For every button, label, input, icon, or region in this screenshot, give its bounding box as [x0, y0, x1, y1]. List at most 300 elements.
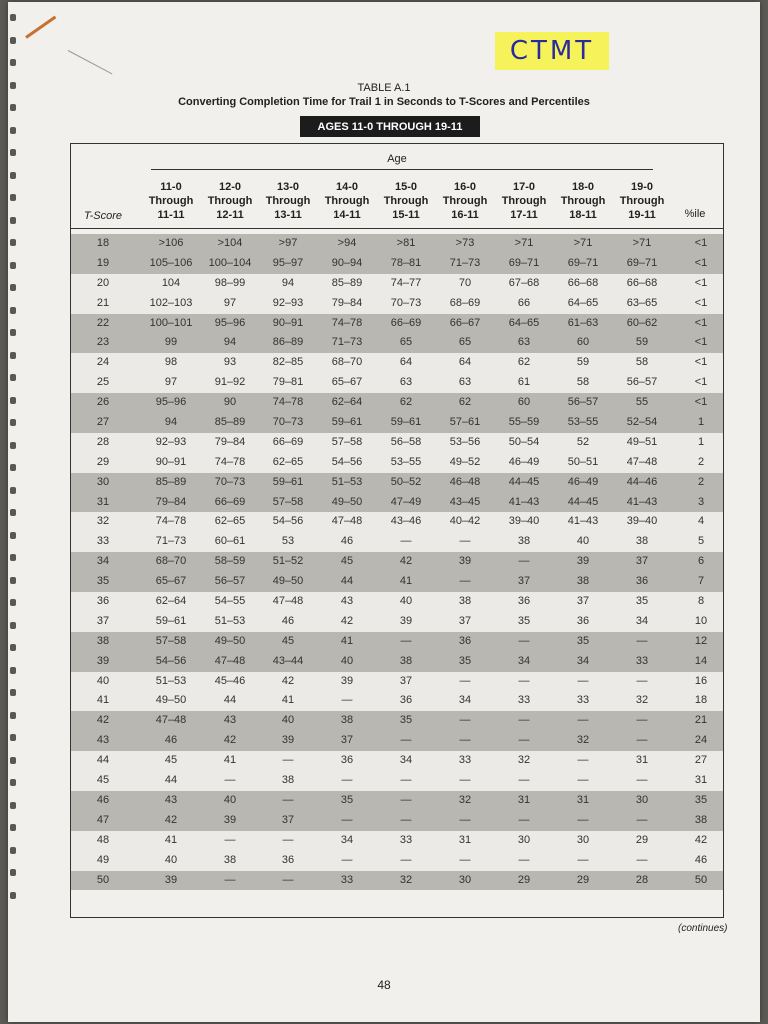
time-cell: 41: [164, 833, 178, 846]
time-cell: 46–49: [567, 475, 599, 488]
tscore-cell: 32: [96, 515, 110, 528]
time-cell: 44: [340, 575, 354, 588]
age-column-header-line: 19-11: [628, 209, 656, 221]
time-cell: 39: [281, 734, 295, 747]
time-cell: 90–91: [272, 316, 304, 329]
time-cell: >71: [632, 237, 652, 249]
time-cell: 42: [223, 734, 237, 747]
time-cell: 36: [340, 754, 354, 767]
time-cell: 36: [458, 634, 472, 647]
percentile-cell: 42: [694, 833, 708, 846]
age-column-header-line: Through: [501, 195, 547, 207]
table-row: [71, 612, 723, 632]
time-cell: 32: [399, 873, 413, 886]
binding-hole: [10, 532, 16, 539]
time-cell: 85–89: [214, 416, 246, 429]
time-cell: 100–104: [208, 256, 252, 269]
tscore-cell: 34: [96, 555, 110, 568]
time-cell: 43–45: [449, 495, 481, 508]
time-cell: 31: [458, 833, 472, 846]
binding-hole: [10, 14, 16, 21]
time-cell: 69–71: [567, 256, 599, 269]
time-cell: 78–81: [390, 256, 422, 269]
age-column-header-line: 17-0: [512, 181, 536, 193]
time-cell: 61: [517, 376, 531, 389]
table-row: [71, 811, 723, 831]
time-cell: —: [636, 714, 648, 727]
table-row: [71, 532, 723, 552]
time-cell: —: [341, 774, 353, 787]
time-cell: 44: [164, 774, 178, 787]
tscore-cell: 45: [96, 774, 110, 787]
time-cell: 79–84: [214, 435, 246, 448]
percentile-cell: 10: [694, 614, 708, 627]
time-cell: —: [224, 774, 236, 787]
age-column-header: [141, 180, 201, 222]
time-cell: 62–64: [331, 396, 363, 409]
time-cell: —: [282, 833, 294, 846]
time-cell: 63–65: [626, 296, 658, 309]
time-cell: 66–69: [214, 495, 246, 508]
time-cell: 49–50: [155, 694, 187, 707]
time-cell: 71–73: [331, 336, 363, 349]
page-number: 48: [377, 978, 391, 992]
time-cell: 51–53: [214, 614, 246, 627]
table-body: [71, 234, 723, 890]
tscore-cell: 47: [96, 813, 110, 826]
time-cell: 93: [223, 356, 237, 369]
time-cell: 34: [635, 614, 649, 627]
time-cell: 30: [517, 833, 531, 846]
time-cell: —: [577, 813, 589, 826]
percentile-cell: 7: [697, 575, 705, 588]
table-row: [71, 572, 723, 592]
tscore-cell: 40: [96, 674, 110, 687]
binding-hole: [10, 329, 16, 336]
time-cell: 95–96: [214, 316, 246, 329]
time-cell: 46: [164, 734, 178, 747]
age-column-header-line: Through: [148, 195, 194, 207]
percentile-cell: <1: [694, 336, 708, 349]
percentile-cell: 16: [694, 674, 708, 687]
age-column-header-line: 18-11: [569, 209, 597, 221]
time-cell: 51–53: [155, 674, 187, 687]
time-cell: 74–78: [331, 316, 363, 329]
binding-hole: [10, 712, 16, 719]
age-column-header-line: Through: [324, 195, 370, 207]
time-cell: 37: [399, 674, 413, 687]
time-cell: —: [518, 555, 530, 568]
time-cell: 79–84: [155, 495, 187, 508]
time-cell: 34: [340, 833, 354, 846]
time-cell: 42: [399, 555, 413, 568]
table-row: [71, 433, 723, 453]
time-cell: 66–68: [567, 276, 599, 289]
percentile-cell: 2: [697, 455, 705, 468]
time-cell: —: [224, 873, 236, 886]
age-column-header: [376, 180, 436, 222]
time-cell: 43: [164, 793, 178, 806]
time-cell: 42: [164, 813, 178, 826]
binding-hole: [10, 442, 16, 449]
table-row: [71, 333, 723, 353]
time-cell: >94: [337, 237, 357, 249]
time-cell: 44–45: [508, 475, 540, 488]
time-cell: 63: [399, 376, 413, 389]
time-cell: 38: [458, 595, 472, 608]
time-cell: 47–48: [331, 515, 363, 528]
table-row: [71, 831, 723, 851]
table-row: [71, 453, 723, 473]
binding-hole: [10, 892, 16, 899]
percentile-cell: <1: [694, 237, 708, 249]
percentile-cell: 5: [697, 535, 705, 548]
document-page: [8, 2, 760, 1022]
time-cell: 39–40: [508, 515, 540, 528]
time-cell: 40: [164, 853, 178, 866]
header-divider: [71, 228, 723, 229]
time-cell: 30: [635, 793, 649, 806]
binding-hole: [10, 734, 16, 741]
time-cell: 59: [635, 336, 649, 349]
time-cell: 55: [635, 396, 649, 409]
time-cell: 62: [399, 396, 413, 409]
time-cell: 37: [281, 813, 295, 826]
time-cell: —: [341, 853, 353, 866]
time-cell: —: [518, 634, 530, 647]
time-cell: —: [459, 575, 471, 588]
time-cell: 64–65: [567, 296, 599, 309]
binding-hole: [10, 37, 16, 44]
time-cell: 45: [340, 555, 354, 568]
time-cell: 43: [340, 595, 354, 608]
age-range-banner: AGES 11-0 THROUGH 19-11: [300, 116, 480, 137]
time-cell: 62–65: [214, 515, 246, 528]
percentile-cell: 38: [694, 813, 708, 826]
binding-hole: [10, 644, 16, 651]
table-row: [71, 652, 723, 672]
time-cell: >73: [455, 237, 475, 249]
time-cell: 49–50: [331, 495, 363, 508]
time-cell: 42: [281, 674, 295, 687]
time-cell: 65: [399, 336, 413, 349]
age-column-header-line: 14-0: [335, 181, 359, 193]
time-cell: 50–52: [390, 475, 422, 488]
time-cell: 62–65: [272, 455, 304, 468]
tscore-cell: 43: [96, 734, 110, 747]
time-cell: —: [400, 813, 412, 826]
time-cell: 69–71: [508, 256, 540, 269]
age-column-header-line: 12-11: [216, 209, 244, 221]
time-cell: 97: [223, 296, 237, 309]
time-cell: 39: [164, 873, 178, 886]
time-cell: 79–84: [331, 296, 363, 309]
time-cell: 71–73: [155, 535, 187, 548]
time-cell: 52: [576, 435, 590, 448]
time-cell: 42: [340, 614, 354, 627]
table-row: [71, 413, 723, 433]
time-cell: 28: [635, 873, 649, 886]
time-cell: 39: [399, 614, 413, 627]
binding-hole: [10, 667, 16, 674]
time-cell: 38: [223, 853, 237, 866]
age-column-header-line: Through: [383, 195, 429, 207]
age-divider: [151, 169, 653, 170]
time-cell: 71–73: [449, 256, 481, 269]
time-cell: 50–51: [567, 455, 599, 468]
percentile-cell: <1: [694, 356, 708, 369]
time-cell: 29: [635, 833, 649, 846]
time-cell: 41–43: [567, 515, 599, 528]
time-cell: 38: [517, 535, 531, 548]
time-cell: 53–55: [567, 416, 599, 429]
binding-hole: [10, 779, 16, 786]
time-cell: —: [577, 853, 589, 866]
time-cell: —: [341, 813, 353, 826]
percentile-cell: 24: [694, 734, 708, 747]
time-cell: 98: [164, 356, 178, 369]
age-group-label: Age: [387, 153, 407, 165]
tscore-cell: 41: [96, 694, 110, 707]
time-cell: —: [518, 734, 530, 747]
time-cell: 46–48: [449, 475, 481, 488]
binding-hole: [10, 172, 16, 179]
time-cell: 49–50: [214, 634, 246, 647]
time-cell: 52–54: [626, 416, 658, 429]
time-cell: 54–56: [331, 455, 363, 468]
time-cell: 74–78: [214, 455, 246, 468]
time-cell: 43: [223, 714, 237, 727]
time-cell: 43–46: [390, 515, 422, 528]
time-cell: 32: [517, 754, 531, 767]
sticky-note-text: CTMT: [509, 36, 595, 66]
age-column-header-line: 11-0: [160, 181, 182, 193]
time-cell: —: [518, 714, 530, 727]
time-cell: 59–61: [155, 614, 187, 627]
age-column-header-line: 14-11: [333, 209, 361, 221]
time-cell: —: [459, 813, 471, 826]
tscore-cell: 24: [96, 356, 110, 369]
time-cell: 33: [399, 833, 413, 846]
time-cell: —: [459, 714, 471, 727]
time-cell: 74–78: [155, 515, 187, 528]
time-cell: 37: [576, 595, 590, 608]
binding-hole: [10, 464, 16, 471]
time-cell: 44–45: [567, 495, 599, 508]
time-cell: 66–68: [626, 276, 658, 289]
time-cell: 43–44: [272, 654, 304, 667]
time-cell: —: [577, 714, 589, 727]
age-column-header-line: 13-11: [274, 209, 302, 221]
time-cell: 49–51: [626, 435, 658, 448]
percentile-cell: 12: [694, 634, 708, 647]
time-cell: —: [459, 535, 471, 548]
time-cell: 98–99: [214, 276, 246, 289]
tscore-cell: 48: [96, 833, 110, 846]
age-column-header-line: Through: [207, 195, 253, 207]
tscore-cell: 36: [96, 595, 110, 608]
age-column-header-line: 19-0: [630, 181, 654, 193]
time-cell: 38: [281, 774, 295, 787]
time-cell: —: [636, 734, 648, 747]
time-cell: 50–54: [508, 435, 540, 448]
time-cell: —: [400, 774, 412, 787]
time-cell: 53: [281, 535, 295, 548]
percentile-cell: 18: [694, 694, 708, 707]
time-cell: 32: [635, 694, 649, 707]
time-cell: 33: [635, 654, 649, 667]
time-cell: —: [636, 634, 648, 647]
time-cell: 30: [576, 833, 590, 846]
time-cell: 70: [458, 276, 472, 289]
time-cell: 34: [576, 654, 590, 667]
binding-hole: [10, 397, 16, 404]
time-cell: 95–97: [272, 256, 304, 269]
time-cell: 90–94: [331, 256, 363, 269]
percentile-cell: 50: [694, 873, 708, 886]
tscore-cell: 20: [96, 276, 110, 289]
tscore-cell: 21: [96, 296, 110, 309]
time-cell: 41–43: [626, 495, 658, 508]
tscore-cell: 27: [96, 416, 110, 429]
table-row: [71, 851, 723, 871]
binding-hole: [10, 689, 16, 696]
time-cell: 64–65: [508, 316, 540, 329]
time-cell: 66–69: [390, 316, 422, 329]
time-cell: 40: [399, 595, 413, 608]
time-cell: 54–56: [155, 654, 187, 667]
time-cell: 36: [635, 575, 649, 588]
table-row: [71, 353, 723, 373]
time-cell: 79–81: [272, 376, 304, 389]
table-row: [71, 592, 723, 612]
time-cell: 85–89: [331, 276, 363, 289]
time-cell: 58–59: [214, 555, 246, 568]
binding-hole: [10, 847, 16, 854]
time-cell: —: [636, 674, 648, 687]
time-cell: —: [224, 833, 236, 846]
time-cell: 74–78: [272, 396, 304, 409]
time-cell: 41: [281, 694, 295, 707]
age-column-header: [553, 180, 613, 222]
tscore-cell: 39: [96, 654, 110, 667]
time-cell: —: [518, 813, 530, 826]
time-cell: 35: [458, 654, 472, 667]
time-cell: 94: [223, 336, 237, 349]
time-cell: 65–67: [331, 376, 363, 389]
binding-hole: [10, 194, 16, 201]
time-cell: 62: [517, 356, 531, 369]
tscore-cell: 35: [96, 575, 110, 588]
time-cell: 34: [458, 694, 472, 707]
time-cell: 41–43: [508, 495, 540, 508]
time-cell: 33: [576, 694, 590, 707]
time-cell: 38: [576, 575, 590, 588]
time-cell: —: [636, 813, 648, 826]
time-cell: 47–49: [390, 495, 422, 508]
table-row: [71, 632, 723, 652]
time-cell: 99: [164, 336, 178, 349]
percentile-cell: <1: [694, 316, 708, 329]
time-cell: 41: [223, 754, 237, 767]
binding-holes: [8, 2, 22, 1022]
time-cell: >71: [573, 237, 593, 249]
age-column-header-line: 17-11: [510, 209, 538, 221]
time-cell: 104: [161, 276, 181, 289]
time-cell: —: [400, 634, 412, 647]
time-cell: 32: [576, 734, 590, 747]
tscore-cell: 46: [96, 793, 110, 806]
time-cell: —: [341, 694, 353, 707]
time-cell: 36: [281, 853, 295, 866]
time-cell: 57–61: [449, 416, 481, 429]
age-column-header-line: 18-0: [571, 181, 595, 193]
time-cell: 95–96: [155, 396, 187, 409]
binding-hole: [10, 599, 16, 606]
time-cell: 38: [635, 535, 649, 548]
time-cell: 56–57: [214, 575, 246, 588]
percentile-cell: 8: [697, 595, 705, 608]
time-cell: 86–89: [272, 336, 304, 349]
tscore-cell: 31: [96, 495, 110, 508]
percentile-cell: 46: [694, 853, 708, 866]
time-cell: 39–40: [626, 515, 658, 528]
time-cell: 60: [517, 396, 531, 409]
time-cell: 35: [517, 614, 531, 627]
binding-hole: [10, 509, 16, 516]
time-cell: 59–61: [272, 475, 304, 488]
binding-hole: [10, 622, 16, 629]
binding-hole: [10, 757, 16, 764]
percentile-cell: 1: [697, 435, 705, 448]
time-cell: 82–85: [272, 356, 304, 369]
table-number: TABLE A.1: [357, 82, 411, 94]
time-cell: 56–57: [626, 376, 658, 389]
percentile-cell: <1: [694, 276, 708, 289]
time-cell: —: [282, 873, 294, 886]
binding-hole: [10, 239, 16, 246]
time-cell: 92–93: [272, 296, 304, 309]
time-cell: 33: [517, 694, 531, 707]
time-cell: 70–73: [214, 475, 246, 488]
tscore-cell: 38: [96, 634, 110, 647]
time-cell: 94: [281, 276, 295, 289]
time-cell: —: [577, 674, 589, 687]
percentile-cell: 3: [697, 495, 705, 508]
table-row: [71, 473, 723, 493]
time-cell: 65–67: [155, 575, 187, 588]
time-cell: 51–52: [272, 555, 304, 568]
time-cell: 105–106: [149, 256, 193, 269]
age-column-header-line: Through: [442, 195, 488, 207]
time-cell: 35: [576, 634, 590, 647]
continues-note: (continues): [678, 923, 728, 934]
binding-hole: [10, 127, 16, 134]
time-cell: 47–48: [626, 455, 658, 468]
time-cell: 38: [340, 714, 354, 727]
binding-hole: [10, 149, 16, 156]
time-cell: 63: [458, 376, 472, 389]
tscore-cell: 19: [96, 256, 110, 269]
time-cell: 34: [399, 754, 413, 767]
binding-hole: [10, 577, 16, 584]
age-column-header-line: Through: [619, 195, 665, 207]
table-row: [71, 552, 723, 572]
time-cell: —: [459, 734, 471, 747]
time-cell: 46: [281, 614, 295, 627]
time-cell: 45–46: [214, 674, 246, 687]
time-cell: 40: [281, 714, 295, 727]
